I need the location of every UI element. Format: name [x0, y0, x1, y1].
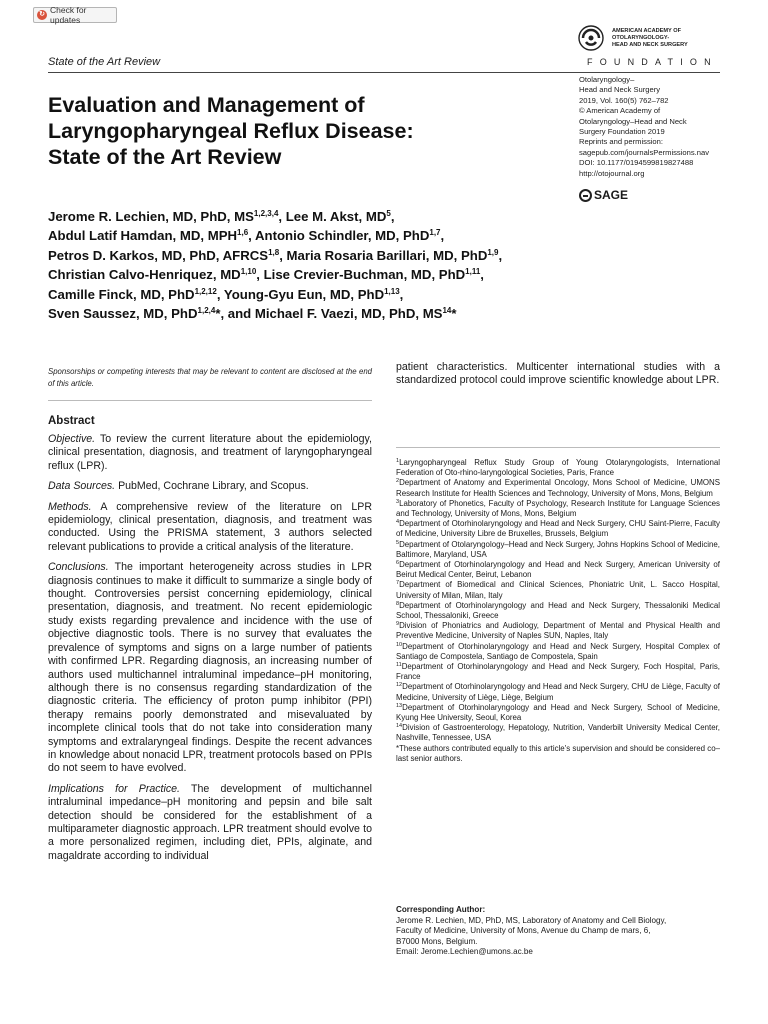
- affiliation-text: Division of Gastroenterology, Hepatology, Nutrition, Vanderbilt University Medical Center, Nashville, Tennessee, USA: [396, 723, 720, 743]
- sponsorship-note: Sponsorships or competing interests that may be relevant to content are disclosed at the end of this article.: [48, 367, 372, 388]
- affiliation-text: Department of Otorhinolaryngology and Head and Neck Surgery, CHU de Liège, Faculty of Medicine, University of Liège, Liège, Belgium: [396, 682, 720, 702]
- abstract-continued: patient characteristics. Multicenter international studies with a standardized protocol could improve scientific knowledge about LPR.: [396, 361, 720, 387]
- abstract-label: Conclusions.: [48, 561, 109, 574]
- refresh-icon: ↻: [37, 10, 47, 20]
- author-name: , Young-Gyu Eun, MD, PhD: [216, 286, 385, 302]
- author-name: Abdul Latif Hamdan, MD, MPH: [48, 228, 238, 244]
- journal-info: [579, 75, 724, 179]
- author-name: *, and Michael F. Vaezi, MD, PhD, MS: [215, 306, 443, 322]
- abstract-paragraph: [48, 501, 372, 555]
- affiliation-text: *These authors contributed equally to this article's supervision and should be considered co–last senior authors.: [396, 743, 720, 763]
- author-name: Jerome R. Lechien, MD, PhD, MS: [48, 209, 254, 224]
- affiliation-number: 3: [396, 498, 400, 505]
- affiliation-item: [396, 580, 720, 600]
- affiliation-item: [396, 621, 720, 641]
- affiliation-number: 7: [396, 580, 400, 587]
- affiliation-number: 4: [396, 519, 400, 526]
- affiliation-number: 10: [396, 641, 403, 648]
- affiliation-text: Department of Biomedical and Clinical Sciences, Phoniatric Unit, L. Sacco Hospital, University of Milan, Milan, Italy: [396, 580, 720, 600]
- right-divider: [396, 447, 720, 448]
- affiliation-item: [396, 662, 720, 682]
- author-name: Camille Finck, MD, PhD: [48, 286, 195, 302]
- affiliation-ref[interactable]: 1,8: [268, 247, 280, 257]
- corresponding-heading: Corresponding Author:: [396, 905, 486, 914]
- author-name: Christian Calvo-Henriquez, MD: [48, 267, 241, 283]
- affiliation-item: [396, 682, 720, 702]
- affiliation-text: Department of Otorhinolaryngology and Head and Neck Surgery, Foch Hospital, Paris, France: [396, 662, 720, 682]
- affiliation-number: 14: [396, 723, 403, 730]
- author-name: ,: [480, 267, 484, 283]
- affiliation-text: Department of Anatomy and Experimental Oncology, Mons School of Medicine, UMONS Research Institute for Health Sciences and Technology, University of Mons, Mons, Belgium: [396, 478, 720, 498]
- author-name: *: [451, 306, 457, 322]
- abstract-text: PubMed, Cochrane Library, and Scopus.: [115, 480, 309, 493]
- affiliation-ref[interactable]: 1,7: [429, 228, 441, 238]
- affiliation-item: [396, 540, 720, 560]
- affiliation-number: 13: [396, 702, 403, 709]
- abstract-label: Methods.: [48, 500, 92, 513]
- affiliation-ref[interactable]: 1,9: [487, 247, 499, 257]
- title-line: State of the Art Review: [48, 145, 282, 169]
- affiliation-ref[interactable]: 1,2,4: [197, 306, 216, 316]
- corresponding-line: B7000 Mons, Belgium.: [396, 936, 478, 946]
- affiliation-text: Department of Otorhinolaryngology and Head and Neck Surgery, Thessaloniki Medical School, Thessaloniki, Greece: [396, 600, 720, 621]
- journal-info-line: Otolaryngology–: [579, 75, 635, 84]
- abstract-label: Implications for Practice.: [48, 782, 180, 795]
- logo-org-line1: AMERICAN ACADEMY OF: [612, 28, 681, 34]
- journal-info-line: Head and Neck Surgery: [579, 85, 661, 95]
- affiliation-number: 11: [396, 662, 402, 669]
- author-name: ,: [390, 209, 395, 224]
- abstract-paragraph: [48, 433, 372, 473]
- foundation-emblem-icon: [578, 25, 604, 51]
- affiliation-number: 5: [396, 539, 400, 546]
- author-list: [48, 207, 608, 323]
- author-line: [48, 226, 608, 245]
- author-name: ,: [498, 247, 503, 263]
- affiliation-text: Department of Otorhinolaryngology and Head and Neck Surgery, Hospital Complex of Santiago de Compostela, Santiago de Compostela, Spain: [396, 641, 720, 661]
- author-line: [48, 207, 608, 226]
- author-line: [48, 246, 608, 265]
- journal-info-line: © American Academy of: [579, 106, 661, 116]
- abstract-text: The important heterogeneity across studies in LPR diagnosis continues to make it difficult to summarize a single body of thought. Controversies persist concerning epidemiology, clinical presentation, diagnosis, and treatment. No recent epidemiologic study exists regarding prevalence and incidence with the use of objective diagnostic tools. There is no survey that evaluates the prevalence of symptoms and signs on a large number of patients with confirmed LPR. Regarding diagnosis, an increasing number of authors used multichannel intraluminal impedance–pH monitoring, although there is no consensus regarding standardization of the diagnostic criteria. The efficiency of proton pump inhibitor (PPI) therapy remains poorly demonstrated and misevaluated by incomplete clinical tools that do not take into consideration many symptoms and extralaryngeal findings. Despite the recent advances in knowledge about nonacid LPR, treatment protocols based on PPIs do not seem to have evolved.: [48, 561, 372, 775]
- affiliation-text: Department of Otorhinolaryngology and Head and Neck Surgery, CHU Saint-Pierre, Faculty of Medicine, University Libre de Bruxelles, Brussels, Belgium: [396, 519, 720, 539]
- affiliation-item: [396, 478, 720, 498]
- affiliation-number: 12: [396, 682, 403, 689]
- journal-info-line: Reprints and permission:: [579, 137, 663, 147]
- affiliation-item: [396, 723, 720, 743]
- corresponding-author: [396, 905, 720, 958]
- author-name: ,: [399, 286, 404, 302]
- author-name: Sven Saussez, MD, PhD: [48, 306, 198, 322]
- abstract-text: The development of multichannel intraluminal impedance–pH monitoring and pepsin and bile salt detection should be considered for the establishment of a multiparameter diagnostic approach. LPR treatment should evolve to a more personalized regimen, including diet, PPIs, alginate, and magaldrate according to individual: [48, 782, 372, 862]
- abstract-paragraph: [48, 561, 372, 776]
- check-for-updates-button[interactable]: [33, 7, 117, 23]
- affiliation-text: Laboratory of Phonetics, Faculty of Psychology, Research Institute for Language Sciences and Technology, University of Mons, Mons, Belgium: [396, 498, 720, 519]
- affiliation-ref[interactable]: 1,11: [465, 267, 481, 277]
- affiliation-item: [396, 744, 720, 764]
- author-line: [48, 285, 608, 304]
- title-line: Laryngopharyngeal Reflux Disease:: [48, 119, 414, 143]
- corresponding-email[interactable]: Email: Jerome.Lechien@umons.ac.be: [396, 947, 533, 957]
- publisher-name: SAGE: [594, 188, 629, 202]
- abstract-label: Objective.: [48, 433, 96, 445]
- author-line: [48, 304, 608, 323]
- affiliation-ref[interactable]: 1,2,3,4: [253, 209, 279, 218]
- affiliation-text: Department of Otolaryngology–Head and Neck Surgery, Johns Hopkins School of Medicine, Baltimore, Maryland, USA: [396, 539, 720, 559]
- journal-info-line: Surgery Foundation 2019: [579, 127, 665, 137]
- journal-info-line[interactable]: sagepub.com/journalsPermissions.nav: [579, 147, 710, 157]
- affiliation-number: 9: [396, 621, 400, 628]
- affiliation-number: 1: [396, 458, 400, 464]
- affiliation-number: 8: [396, 600, 400, 607]
- affiliation-ref[interactable]: 1,2,12: [194, 286, 217, 296]
- affiliation-item: [396, 499, 720, 519]
- logo-foundation: FOUNDATION: [587, 57, 718, 67]
- affiliation-item: [396, 458, 720, 478]
- abstract-label: Data Sources.: [48, 480, 116, 493]
- author-line: [48, 265, 608, 284]
- corresponding-line: Jerome R. Lechien, MD, PhD, MS, Laboratory of Anatomy and Cell Biology,: [396, 915, 667, 925]
- abstract-body: [48, 433, 372, 870]
- corresponding-line: Faculty of Medicine, University of Mons, Avenue du Champ de mars, 6,: [396, 926, 651, 936]
- abstract-text: A comprehensive review of the literature on LPR epidemiology, clinical presentation, diagnosis, and treatment was conducted. Using the PRISMA statement, 3 authors selected relevant publications to provide a critical analysis of the literature.: [48, 500, 372, 553]
- author-name: ,: [440, 228, 445, 244]
- affiliation-item: [396, 703, 720, 723]
- affiliation-item: [396, 560, 720, 580]
- journal-info-line: DOI: 10.1177/0194599819827488: [579, 158, 694, 168]
- affiliation-ref[interactable]: 5: [386, 209, 391, 218]
- publisher-logo: [579, 188, 628, 202]
- affiliation-item: [396, 601, 720, 621]
- top-divider: [48, 72, 720, 73]
- check-updates-label: Check for updates: [50, 5, 87, 25]
- logo-org-line2: OTOLARYNGOLOGY-: [612, 35, 670, 41]
- foundation-logo: [578, 25, 728, 70]
- abstract-paragraph: [48, 783, 372, 863]
- affiliation-number: 2: [396, 478, 400, 485]
- affiliation-ref[interactable]: 1,10: [240, 267, 257, 277]
- abstract-paragraph: [48, 480, 372, 493]
- title-line: Evaluation and Management of: [48, 93, 365, 117]
- affiliation-ref[interactable]: 1,13: [384, 286, 400, 296]
- section-label: State of the Art Review: [48, 56, 161, 68]
- affiliation-text: Division of Phoniatrics and Audiology, Department of Mental and Physical Health and Preventive Medicine, University of Naples SUN, Naples, Italy: [396, 621, 720, 641]
- author-name: , Antonio Schindler, MD, PhD: [248, 228, 430, 244]
- affiliation-ref[interactable]: 1,6: [237, 228, 249, 238]
- affiliation-number: 6: [396, 560, 400, 567]
- affiliation-text: Laryngopharyngeal Reflux Study Group of Young Otolaryngologists, International Federation of Oto-rhino-laryngological Societies, Paris, France: [396, 458, 720, 478]
- article-title: [48, 92, 468, 170]
- affiliation-text: Department of Otorhinolaryngology and Head and Neck Surgery, American University of Beirut Medical Center, Beirut, Lebanon: [396, 560, 720, 580]
- author-name: Petros D. Karkos, MD, PhD, AFRCS: [48, 247, 269, 263]
- logo-org-line3: HEAD AND NECK SURGERY: [612, 42, 688, 48]
- author-name: , Lee M. Akst, MD: [278, 209, 387, 224]
- author-name: , Maria Rosaria Barillari, MD, PhD: [279, 247, 488, 263]
- affiliation-text: Department of Otorhinolaryngology and Head and Neck Surgery, School of Medicine, Kyung Hee University, Seoul, Korea: [396, 702, 720, 723]
- journal-info-line: Otolaryngology–Head and Neck: [579, 116, 687, 126]
- sage-emblem-icon: [579, 189, 592, 202]
- abstract-heading: Abstract: [48, 415, 95, 427]
- author-name: , Lise Crevier-Buchman, MD, PhD: [256, 267, 466, 283]
- affiliation-item: [396, 519, 720, 539]
- abstract-text: To review the current literature about the epidemiology, clinical presentation, diagnosis, and treatment of laryngopharyngeal reflux (LPR).: [48, 433, 372, 472]
- journal-info-line[interactable]: http://otojournal.org: [579, 168, 645, 178]
- affiliation-ref[interactable]: 14: [442, 306, 452, 316]
- journal-info-line: 2019, Vol. 160(5) 762–782: [579, 95, 669, 105]
- left-divider: [48, 400, 372, 401]
- affiliations-list: [396, 458, 720, 764]
- affiliation-item: [396, 642, 720, 662]
